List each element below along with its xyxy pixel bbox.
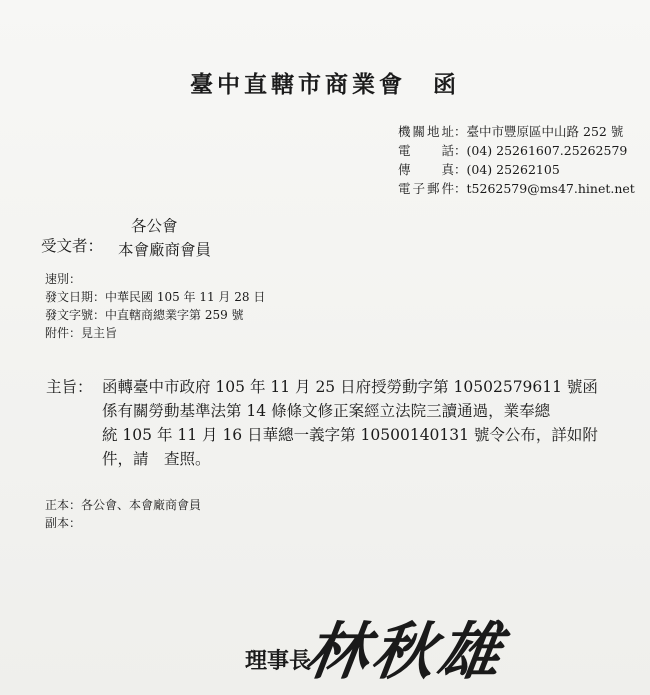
- subject-line: 件，請 查照。: [102, 450, 211, 468]
- signatory-role: 理事長: [245, 648, 312, 674]
- signature-seal: 林秋雄: [301, 615, 510, 688]
- meta-attachment: 附件：見主旨: [45, 326, 118, 340]
- org-info-sep: ：: [454, 143, 467, 158]
- subject-body: [102, 375, 622, 471]
- org-info-key: 電子郵件: [398, 181, 454, 196]
- org-info-sep: ：: [454, 181, 467, 196]
- recipient-line: 各公會: [131, 217, 178, 235]
- signature-block: [245, 600, 575, 688]
- distribution-copy: 副本：: [45, 516, 82, 530]
- org-info-row: [398, 179, 635, 198]
- recipients-label: 受文者：: [41, 237, 104, 255]
- dispatch-meta: [45, 270, 265, 342]
- meta-speed: 速別：: [45, 272, 82, 286]
- org-info-value: (04) 25261607.25262579: [466, 143, 628, 158]
- subject-line: 統 105 年 11 月 16 日華總一義字第 10500140131 號令公布，詳如附: [102, 426, 598, 444]
- org-info-sep: ：: [454, 124, 467, 139]
- org-info-row: [398, 160, 635, 179]
- subject-line: 函轉臺中市政府 105 年 11 月 25 日府授勞動字第 10502579611 號函: [102, 378, 598, 396]
- distribution-block: [45, 496, 201, 532]
- recipient-line: 本會廠商會員: [118, 241, 212, 259]
- org-info-key: 電 話: [398, 143, 454, 158]
- org-info-sep: ：: [454, 162, 467, 177]
- meta-date: 發文日期：中華民國 105 年 11 月 28 日: [45, 290, 266, 304]
- document-title: 臺中直轄市商業會 函: [190, 71, 460, 98]
- subject-line: 係有關勞動基準法第 14 條條文修正案經立法院三讀通過，業奉總: [102, 402, 551, 420]
- org-info-value: t5262579@ms47.hinet.net: [466, 181, 635, 196]
- distribution-main: 正本：各公會、本會廠商會員: [45, 498, 202, 512]
- org-info-key: 傳 真: [398, 162, 454, 177]
- org-info-row: [398, 122, 635, 141]
- org-info-key: 機關地址: [398, 124, 454, 139]
- meta-number: 發文字號：中直轄商總業字第 259 號: [45, 308, 244, 322]
- org-info-value: (04) 25262105: [466, 162, 560, 177]
- organization-info: [398, 122, 635, 198]
- subject-label: 主旨：: [46, 378, 93, 396]
- org-info-row: [398, 141, 635, 160]
- org-info-value: 臺中市豐原區中山路 252 號: [466, 124, 624, 139]
